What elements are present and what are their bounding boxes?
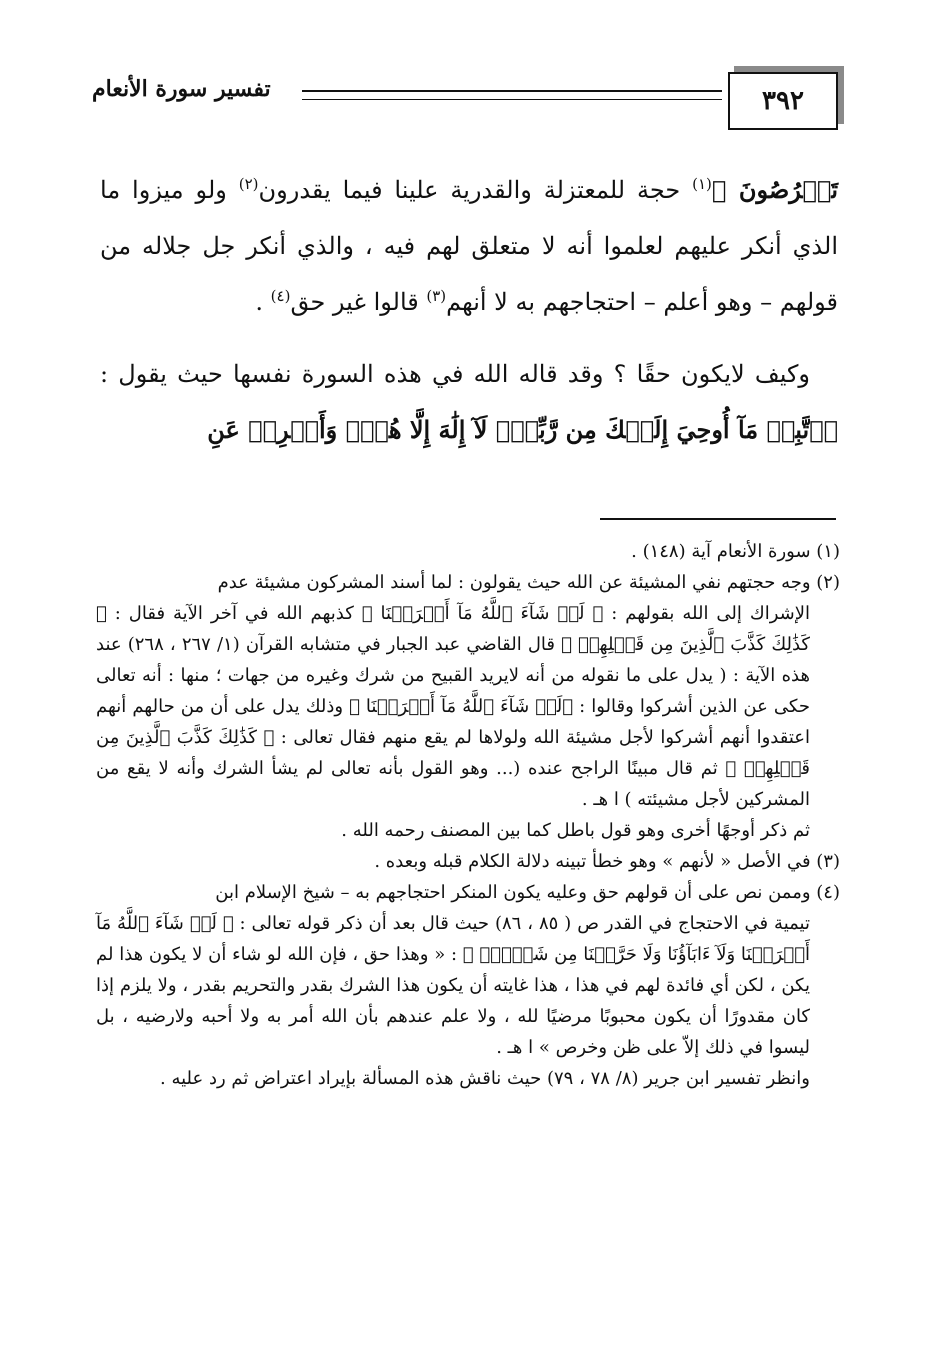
footnotes (96, 536, 840, 1094)
paragraph-1-text-a: حجة للمعتزلة والقدرية علينا فيما يقدرون (258, 176, 693, 204)
header-rule (302, 90, 722, 100)
footnote-ref-4: (٤) (270, 287, 291, 305)
footnote-ref-1: (١) (692, 175, 712, 193)
paragraph-1-text-d: . (255, 288, 271, 316)
footnote-ref-2: (٢) (238, 175, 259, 193)
footnote-ref-3: (٣) (426, 287, 447, 305)
footnote-1: (١) سورة الأنعام آية (١٤٨) . (631, 541, 840, 562)
quran-verse-end: تَخۡرُصُونَ ﴾ (711, 175, 839, 204)
footnote-2-continued: الإشراك إلى الله بقولهم : ﴿ لَوۡ شَآءَ ٱللَّهُ مَآ أَشۡرَكۡنَا ﴾ كذبهم الله في آخر الآية فقال : ﴿ كَذَٰلِكَ كَذَّبَ ٱلَّذِينَ مِن قَبۡلِهِمۡ ﴾ قال القاضي عبد الجبار في متشابه القرآن (١/ ٢٦٧ ، ٢٦٨) عند هذه الآية : ( يدل على ما نقوله من أنه لايريد القبيح من شرك وغيره من جهات ؛ منها : أنه تعالى حكى عن الذين أشركوا وقالوا : ﴿لَوۡ شَآءَ ٱللَّهُ مَآ أَشۡرَكۡنَا ﴾ وذلك يدل على أن من حالهم أنهم اعتقدوا أنهم أشركوا لأجل مشيئة الله ولولاها لم يقع منهم فقال تعالى : ﴿ كَذَٰلِكَ كَذَّبَ ٱلَّذِينَ مِن قَبۡلِهِمۡ ﴾ ثم قال مبينًا الراجح عنده (... وهو القول بأنه تعالى لم يشأ الشرك وأنه لا يقع من المشركين لأجل مشيئته ) ا هـ . (96, 603, 810, 810)
quran-verse: ﴿ٱتَّبِعۡ مَآ أُوحِيَ إِلَيۡكَ مِن رَّبِّكَۖ لَآ إِلَٰهَ إِلَّا هُوَۖ وَأَعۡرِضۡ عَنِ (207, 415, 838, 444)
footnote-4-continued: تيمية في الاحتجاج في القدر ص ( ٨٥ ، ٨٦) حيث قال بعد أن ذكر قوله تعالى : ﴿ لَوۡ شَآءَ ٱللَّهُ مَآ أَشۡرَكۡنَا وَلَآ ءَابَآؤُنَا وَلَا حَرَّمۡنَا مِن شَيۡءٖۚ ﴾ : « وهذا حق ، فإن الله لو شاء أن لا يكون هذا لم يكن ، لكن أي فائدة لهم في هذا ، هذا غايته أن يكون هذا الشرك بقدر والتحريم بقدر ، ولا يلزم إذا كان مقدورًا أن يكون محبوبًا مرضيًا لله ، ولا علم عندهم بأن الله أمر به ولا أحبه ولارضيه ، بل ليسوا في ذلك إلاّ على ظن وخرص » ا هـ . (96, 913, 810, 1058)
main-text (100, 162, 838, 458)
page-number: ٣٩٢ (728, 72, 838, 130)
running-title: تفسير سورة الأنعام (92, 76, 271, 102)
page-header (92, 68, 838, 132)
paragraph-2 (100, 346, 838, 458)
paragraph-1-text-b: ولو ميزوا ما الذي أنكر عليهم لعلموا أنه لا متعلق لهم فيه ، والذي أنكر جل جلاله من قولهم – وهو أعلم – احتجاجهم به لا أنهم (100, 176, 838, 316)
paragraph-1 (100, 162, 838, 330)
footnote-2-note: ثم ذكر أوجهًا أخرى وهو قول باطل كما بين المصنف رحمه الله . (341, 820, 810, 841)
footnote-separator (600, 518, 836, 520)
footnote-4: (٤) وممن نص على أن قولهم حق وعليه يكون المنكر احتجاجهم به – شيخ الإسلام ابن (215, 882, 840, 903)
footnote-2: (٢) وجه حجتهم نفي المشيئة عن الله حيث يقولون : لما أسند المشركون مشيئة عدم (217, 572, 840, 593)
paragraph-2-text: وكيف لايكون حقًا ؟ وقد قاله الله في هذه السورة نفسها حيث يقول : (100, 360, 810, 388)
footnote-4-reference: وانظر تفسير ابن جرير (٨/ ٧٨ ، ٧٩) حيث ناقش هذه المسألة بإيراد اعتراض ثم رد عليه . (160, 1068, 810, 1089)
paragraph-1-text-c: قالوا غير حق (290, 288, 427, 316)
footnote-3: (٣) في الأصل « لأنهم » وهو خطأ تبينه دلالة الكلام قبله وبعده . (374, 851, 840, 872)
